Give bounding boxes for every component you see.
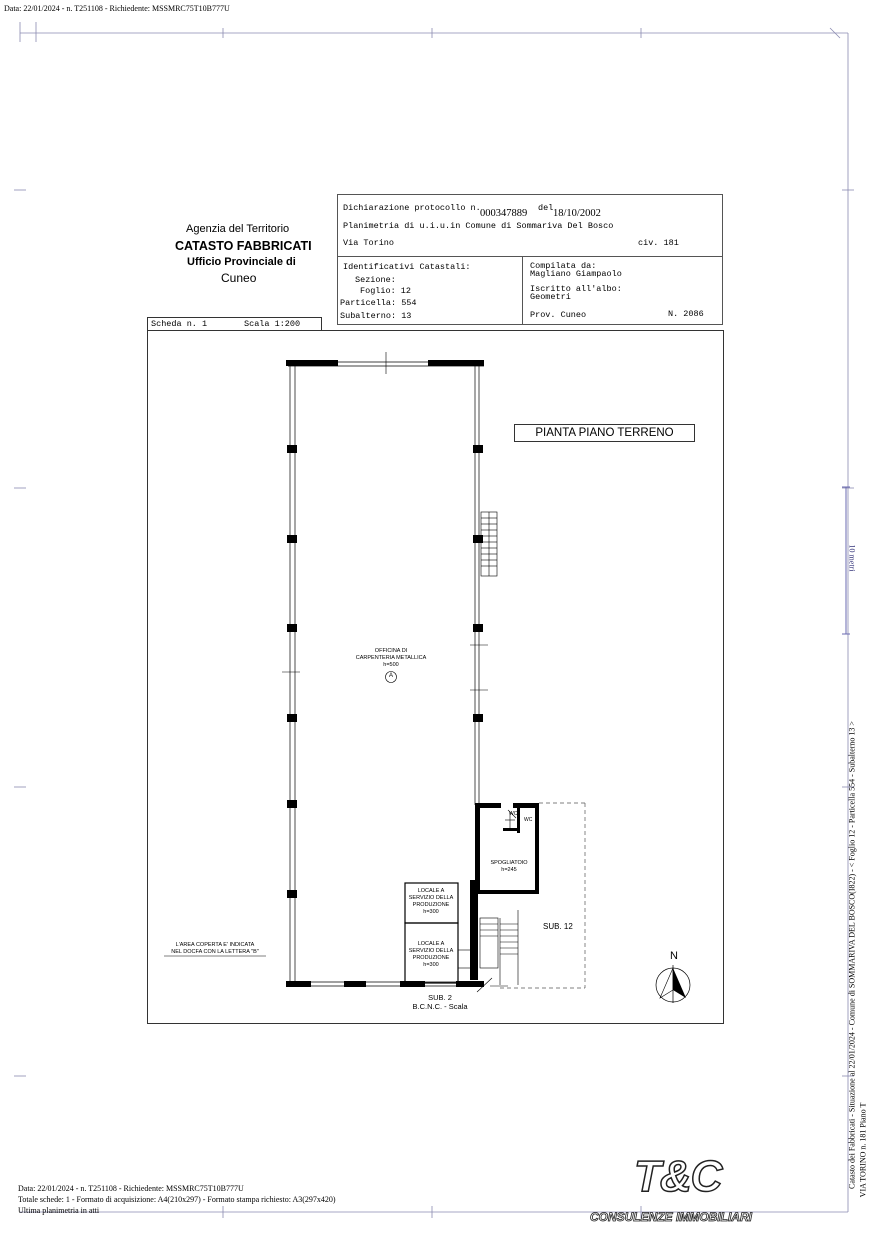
- protocol-label: Dichiarazione protocollo n.: [343, 203, 481, 213]
- civic-number: civ. 181: [638, 238, 679, 248]
- locale2-label-1: LOCALE A: [417, 941, 445, 947]
- side-address-text: VIA TORINO n. 181 Piano T: [858, 1102, 868, 1198]
- agency-office: Ufficio Provinciale di: [187, 256, 296, 268]
- wc-label-2: WC: [524, 817, 533, 823]
- spogliatoio-height: h=245: [501, 867, 517, 873]
- note-line-1: L'AREA COPERTA E' INDICATA: [175, 942, 255, 948]
- scale-bar-label: 10 metri: [847, 544, 857, 572]
- date-value: 18/10/2002: [553, 208, 601, 219]
- locale1-height: h=300: [423, 909, 439, 915]
- provincia: Prov. Cuneo: [530, 310, 587, 320]
- agency-name: Agenzia del Territorio: [186, 223, 290, 235]
- locale1-label-3: PRODUZIONE: [412, 902, 450, 908]
- locale2-label-2: SERVIZIO DELLA: [408, 948, 454, 954]
- locale1-label-2: SERVIZIO DELLA: [408, 895, 454, 901]
- wc-label-1: WC: [509, 811, 518, 817]
- subalterno: Subalterno: 13: [340, 311, 412, 321]
- protocol-number: 000347889: [480, 208, 528, 219]
- side-situation-text: Catasto dei Fabbricati - Situazione al 22/01/2024 - Comune di SOMMARIVA DEL BOSCO(I822) - < Foglio 12 - Particella 554 - Subalterno 13 >: [847, 721, 857, 1189]
- agency-city: Cuneo: [221, 271, 257, 285]
- officina-label-2: CARPENTERIA METALLICA: [355, 655, 427, 661]
- officina-height: h=500: [383, 662, 399, 668]
- sub12-label: SUB. 12: [543, 922, 573, 931]
- sezione: Sezione:: [355, 275, 396, 285]
- footer-line-3: Ultima planimetria in atti: [18, 1206, 100, 1215]
- logo-subtitle: CONSULENZE IMMOBILIARI: [590, 1210, 752, 1224]
- identificativi-label: Identificativi Catastali:: [343, 262, 471, 272]
- north-label: N: [670, 950, 678, 962]
- date-label: del: [538, 203, 554, 213]
- footer-line-2: Totale schede: 1 - Formato di acquisizione: A4(210x297) - Formato stampa richiesto: A3(297x420): [18, 1195, 336, 1204]
- note-line-2: NEL DOCFA CON LA LETTERA "B": [171, 949, 259, 955]
- locale2-label-3: PRODUZIONE: [412, 955, 450, 961]
- spogliatoio-label: SPOGLIATOIO: [490, 860, 528, 866]
- iscritto-label: Iscritto all'albo:: [530, 284, 622, 294]
- officina-label-1: OFFICINA DI: [374, 648, 408, 654]
- scala-label: Scala 1:200: [244, 319, 301, 329]
- logo-mark: T&C: [634, 1152, 722, 1201]
- planimetria-text: Planimetria di u.i.u.in Comune di Sommariva Del Bosco: [343, 221, 614, 231]
- foglio: Foglio: 12: [360, 286, 412, 296]
- room-marker: A: [388, 673, 394, 679]
- compilata-label: Compilata da:: [530, 261, 597, 271]
- top-meta: Data: 22/01/2024 - n. T251108 - Richiedente: MSSMRC75T10B777U: [4, 4, 230, 13]
- scheda-label: Scheda n. 1: [151, 319, 208, 329]
- plan-title: PIANTA PIANO TERRENO: [514, 424, 695, 442]
- albo-number: N. 2086: [668, 309, 704, 319]
- locale2-height: h=300: [423, 962, 439, 968]
- compilatore: Magliano Giampaolo: [530, 269, 622, 279]
- footer-line-1: Data: 22/01/2024 - n. T251108 - Richiedente: MSSMRC75T10B777U: [18, 1184, 244, 1193]
- sub2-label: SUB. 2: [428, 993, 452, 1002]
- address: Via Torino: [343, 238, 395, 248]
- agency-title: CATASTO FABBRICATI: [175, 239, 312, 253]
- particella: Particella: 554: [340, 298, 417, 308]
- sub2-description: B.C.N.C. - Scala: [412, 1002, 468, 1011]
- albo: Geometri: [530, 292, 571, 302]
- locale1-label-1: LOCALE A: [417, 888, 445, 894]
